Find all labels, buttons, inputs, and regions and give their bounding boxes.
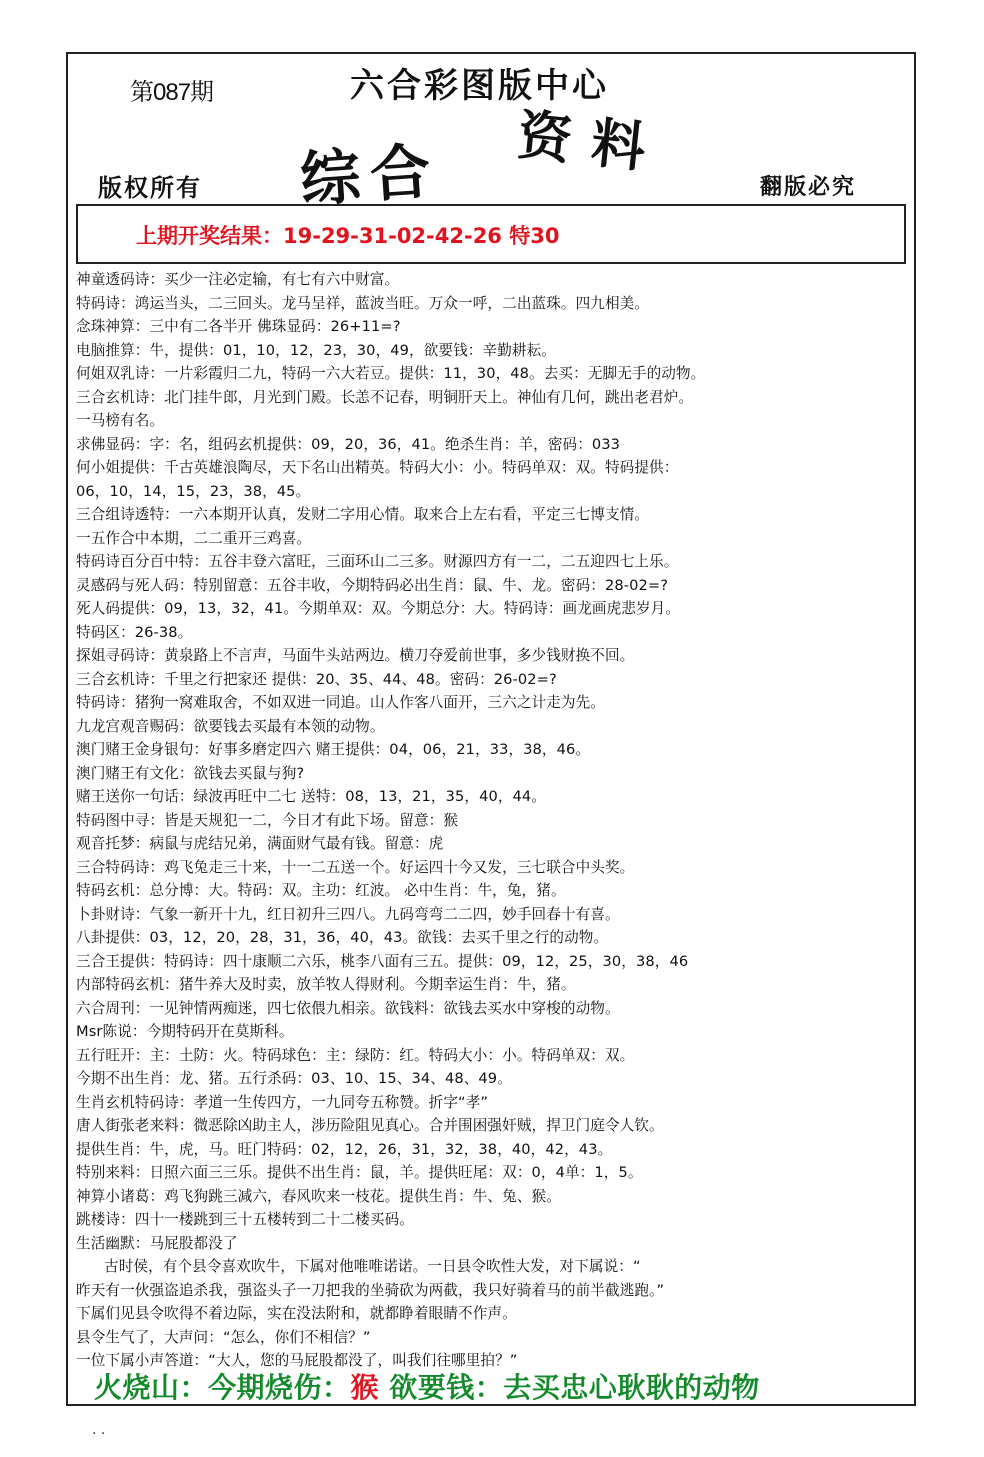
text-line: 特码玄机：总分博：大。特码：双。主功：红波。 必中生肖：牛，兔，猪。	[76, 882, 566, 899]
text-line: 澳门赌王有文化：欲钱去买鼠与狗?	[76, 764, 305, 782]
text-line: 念珠神算：三中有二各半开 佛珠显码：26+11=?	[76, 318, 401, 335]
text-line: 三合王提供：特码诗：四十康顺二六乐，桃李八面有三五。提供：09，12，25，30，38，46	[76, 952, 689, 970]
last-draw-result-box	[76, 204, 906, 264]
main-title-part2: 资料	[514, 102, 669, 182]
text-line: 求佛显码：字：名，组码玄机提供：09，20，36，41。绝杀生肖：羊，密码：033	[76, 435, 621, 453]
text-line: 生肖玄机特码诗：孝道一生传四方，一九同夸五称赞。折字“孝”	[76, 1093, 489, 1111]
text-line: 探姐寻码诗：黄泉路上不言声，马面牛头站两边。横刀夺爱前世事，多少钱财换不回。	[76, 647, 635, 664]
main-title-part1: 综合	[298, 136, 443, 216]
text-line: 五行旺开：主：土防：火。特码球色：主：绿防：红。特码大小：小。特码单双：双。	[76, 1046, 635, 1064]
bottom-marks: . .	[92, 1422, 106, 1438]
text-line: 电脑推算：牛，提供：01，10，12，23，30，49，欲要钱：辛勤耕耘。	[76, 341, 556, 359]
footer-label: 火烧山：今期烧伤：	[94, 1371, 351, 1404]
text-line: 06，10，14，15，23，38，45。	[76, 482, 311, 500]
footer-banner	[94, 1366, 760, 1406]
text-line: 一五作合中本期，二二重开三鸡喜。	[76, 529, 312, 547]
issue-number: 第087期	[130, 79, 214, 106]
text-line: 三合玄机诗：千里之行把家还 提供：20、35、44、48。密码：26-02=?	[76, 670, 557, 688]
text-line: 内部特码玄机：猪牛养大及时卖，放羊牧人得财利。今期幸运生肖：牛，猪。	[76, 976, 576, 993]
text-line: 唐人街张老来料：微恶除凶助主人，涉历险阻见真心。合并围困强奸贼，捍卫门庭令人钦。	[76, 1117, 664, 1134]
footer-zodiac: 猴	[350, 1371, 380, 1404]
text-line: 特码诗百分百中特：五谷丰登六富旺，三面环山二三多。财源四方有一二，二五迎四七上乐。	[76, 553, 679, 570]
last-draw-result-text: 上期开奖结果：19-29-31-02-42-26 特30	[136, 224, 560, 248]
text-line: 神童透码诗：买少一注必定输，有七有六中财富。	[76, 271, 400, 288]
text-line: 昨天有一伙强盗追杀我，强盗头子一刀把我的坐骑砍为两截，我只好骑着马的前半截逃跑。”	[76, 1281, 665, 1299]
publisher-title: 六合彩图版中心	[350, 66, 609, 106]
text-line: 六合周刊：一见钟情两痴迷，四七依偎九相亲。欲钱料：欲钱去买水中穿梭的动物。	[76, 999, 620, 1017]
text-line: 特码区：26-38。	[76, 623, 193, 641]
text-line: 县令生气了，大声问：“怎么，你们不相信？”	[76, 1328, 371, 1346]
text-line: 神算小诸葛：鸡飞狗跳三减六，春风吹来一枝花。提供生肖：牛、兔、猴。	[76, 1187, 561, 1205]
text-line: 生活幽默：马屁股都没了	[76, 1234, 238, 1252]
text-line: 特码诗：鸿运当头，二三回头。龙马呈祥，蓝波当旺。万众一呼，二出蓝珠。四九相美。	[76, 294, 650, 312]
copyright-tag: 版权所有	[98, 173, 202, 202]
text-line: 三合玄机诗：北门挂牛郎，月光到门殿。长恙不记春，明铜肝天上。神仙有几何，跳出老君炉。	[76, 388, 694, 406]
text-line: 八卦提供：03，12，20，28，31，36，40，43。欲钱：去买千里之行的动物。	[76, 929, 609, 946]
text-line: 三合组诗透特：一六本期开认真，发财二字用心情。取来合上左右看，平定三七博支情。	[76, 506, 650, 523]
text-line: 特码诗：猪狗一窝难取舍，不如双进一同追。山人作客八面开，三六之计走为先。	[76, 694, 605, 711]
content-lines	[76, 268, 914, 1373]
text-line: 特码图中寻：皆是天规犯一二，今日才有此下场。留意：猴	[76, 811, 459, 829]
text-line: 特别来料：日照六面三三乐。提供不出生肖：鼠，羊。提供旺尾：双：0，4单：1，5。	[76, 1164, 643, 1181]
text-line: 下属们见县令吹得不着边际，实在没法附和，就都睁着眼睛不作声。	[76, 1305, 517, 1322]
text-line: 提供生肖：牛，虎，马。旺门特码：02，12，26，31，32，38，40，42，43。	[76, 1140, 613, 1158]
text-line: 古时侯，有个县令喜欢吹牛，下属对他唯唯诺诺。一日县令吹性大发，对下属说：“	[104, 1258, 641, 1275]
text-line: 何小姐提供：千古英雄浪陶尽，天下名山出精英。特码大小：小。特码单双：双。特码提供：	[76, 459, 679, 476]
text-line: 澳门赌王金身银句：好事多磨定四六 赌王提供：04，06，21，33，38，46。	[76, 741, 591, 758]
text-line: 何姐双乳诗：一片彩霞归二九，特码一六大若豆。提供：11，30，48。去买：无脚无手的动物。	[76, 365, 706, 382]
text-line: 今期不出生肖：龙、猪。五行杀码：03、10、15、34、48、49。	[76, 1070, 512, 1087]
text-line: 卜卦财诗：气象一新开十九，红日初升三四八。九码弯弯二二四，妙手回春十有喜。	[76, 905, 620, 923]
piracy-warning-tag: 翻版必究	[760, 174, 857, 200]
text-line: 观音托梦：病鼠与虎结兄弟，满面财气最有钱。留意：虎	[76, 835, 444, 852]
text-line: 死人码提供：09，13，32，41。今期单双：双。今期总分：大。特码诗：画龙画虎悲岁月。	[76, 600, 681, 617]
footer-tip: 欲要钱：去买忠心耿耿的动物	[389, 1371, 760, 1404]
text-line: 三合特码诗：鸡飞兔走三十来，十一二五送一个。好运四十今又发，三七联合中头奖。	[76, 858, 635, 876]
text-line: 一马榜有名。	[76, 412, 165, 429]
text-line: 九龙宫观音赐码：欲要钱去买最有本领的动物。	[76, 717, 385, 735]
text-line: 跳楼诗：四十一楼跳到三十五楼转到二十二楼买码。	[76, 1211, 414, 1228]
text-line: 灵感码与死人码：特别留意：五谷丰收，今期特码必出生肖：鼠、牛、龙。密码：28-02=?	[76, 576, 669, 594]
text-line: 一位下属小声答道：“大人，您的马屁股都没了，叫我们往哪里拍？”	[76, 1352, 518, 1369]
text-line: Msr陈说：今期特码开在莫斯科。	[76, 1023, 294, 1040]
text-line: 赌王送你一句话：绿波再旺中二七 送特：08，13，21，35，40，44。	[76, 788, 547, 805]
